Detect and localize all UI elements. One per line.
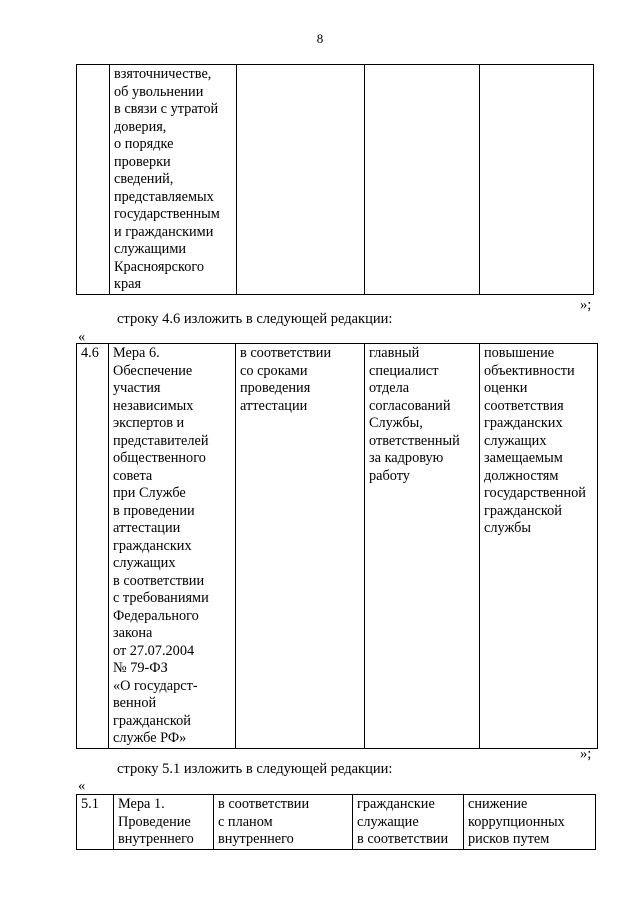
measure-text: взяточничестве, об увольнении в связи с утратой доверия, о порядке проверки сведений, представляемых государственным и гражданскими служащими Красноярского края [114,66,220,292]
table-row [77,344,598,749]
cell-result [480,344,598,749]
instruction-text: строку 5.1 изложить в следующей редакции: [117,761,393,777]
responsible-text: гражданские служащие в соответствии [357,796,449,847]
table-row-5-1 [76,794,596,850]
cell-deadline [236,344,365,749]
opening-quote: « [78,778,86,794]
closing-quote: »; [580,297,592,313]
cell-result [480,65,594,295]
closing-quote: »; [580,746,592,762]
cell-num [77,65,110,295]
cell-responsible [353,795,464,850]
deadline-text: в соответствии с планом внутреннего [218,796,310,847]
cell-responsible [365,344,480,749]
cell-result [464,795,596,850]
page-number: 8 [316,31,324,46]
cell-num [77,344,109,749]
cell-measure [110,65,237,295]
table-row [77,65,594,295]
result-text: повышение объективности оценки соответствия гражданских служащих замещаемым должностям государственной гражданской службы [484,345,586,536]
result-text: снижение коррупционных рисков путем [468,796,565,847]
row-number: 4.6 [81,345,99,361]
cell-measure [114,795,214,850]
cell-measure [109,344,236,749]
cell-num [77,795,114,850]
instruction-text: строку 4.6 изложить в следующей редакции: [117,311,393,327]
table-continuation [76,64,594,295]
deadline-text: в соответствии со сроками проведения аттестации [240,345,332,414]
table-row [77,795,596,850]
responsible-text: главный специалист отдела согласований Службы, ответственный за кадровую работу [369,345,460,484]
measure-text: Мера 1. Проведение внутреннего [118,796,194,847]
row-number: 5.1 [81,796,99,812]
table-row-4-6 [76,343,598,749]
opening-quote: « [78,329,86,345]
cell-responsible [365,65,480,295]
cell-deadline [214,795,353,850]
measure-text: Мера 6. Обеспечение участия независимых экспертов и представителей общественного совета при Службе в проведении аттестации гражданских служащих в соответствии с требованиями Федерального закона от 27.07.2004 № 79-ФЗ «О государст- венной гражданской службе РФ» [113,345,209,746]
cell-deadline [237,65,365,295]
